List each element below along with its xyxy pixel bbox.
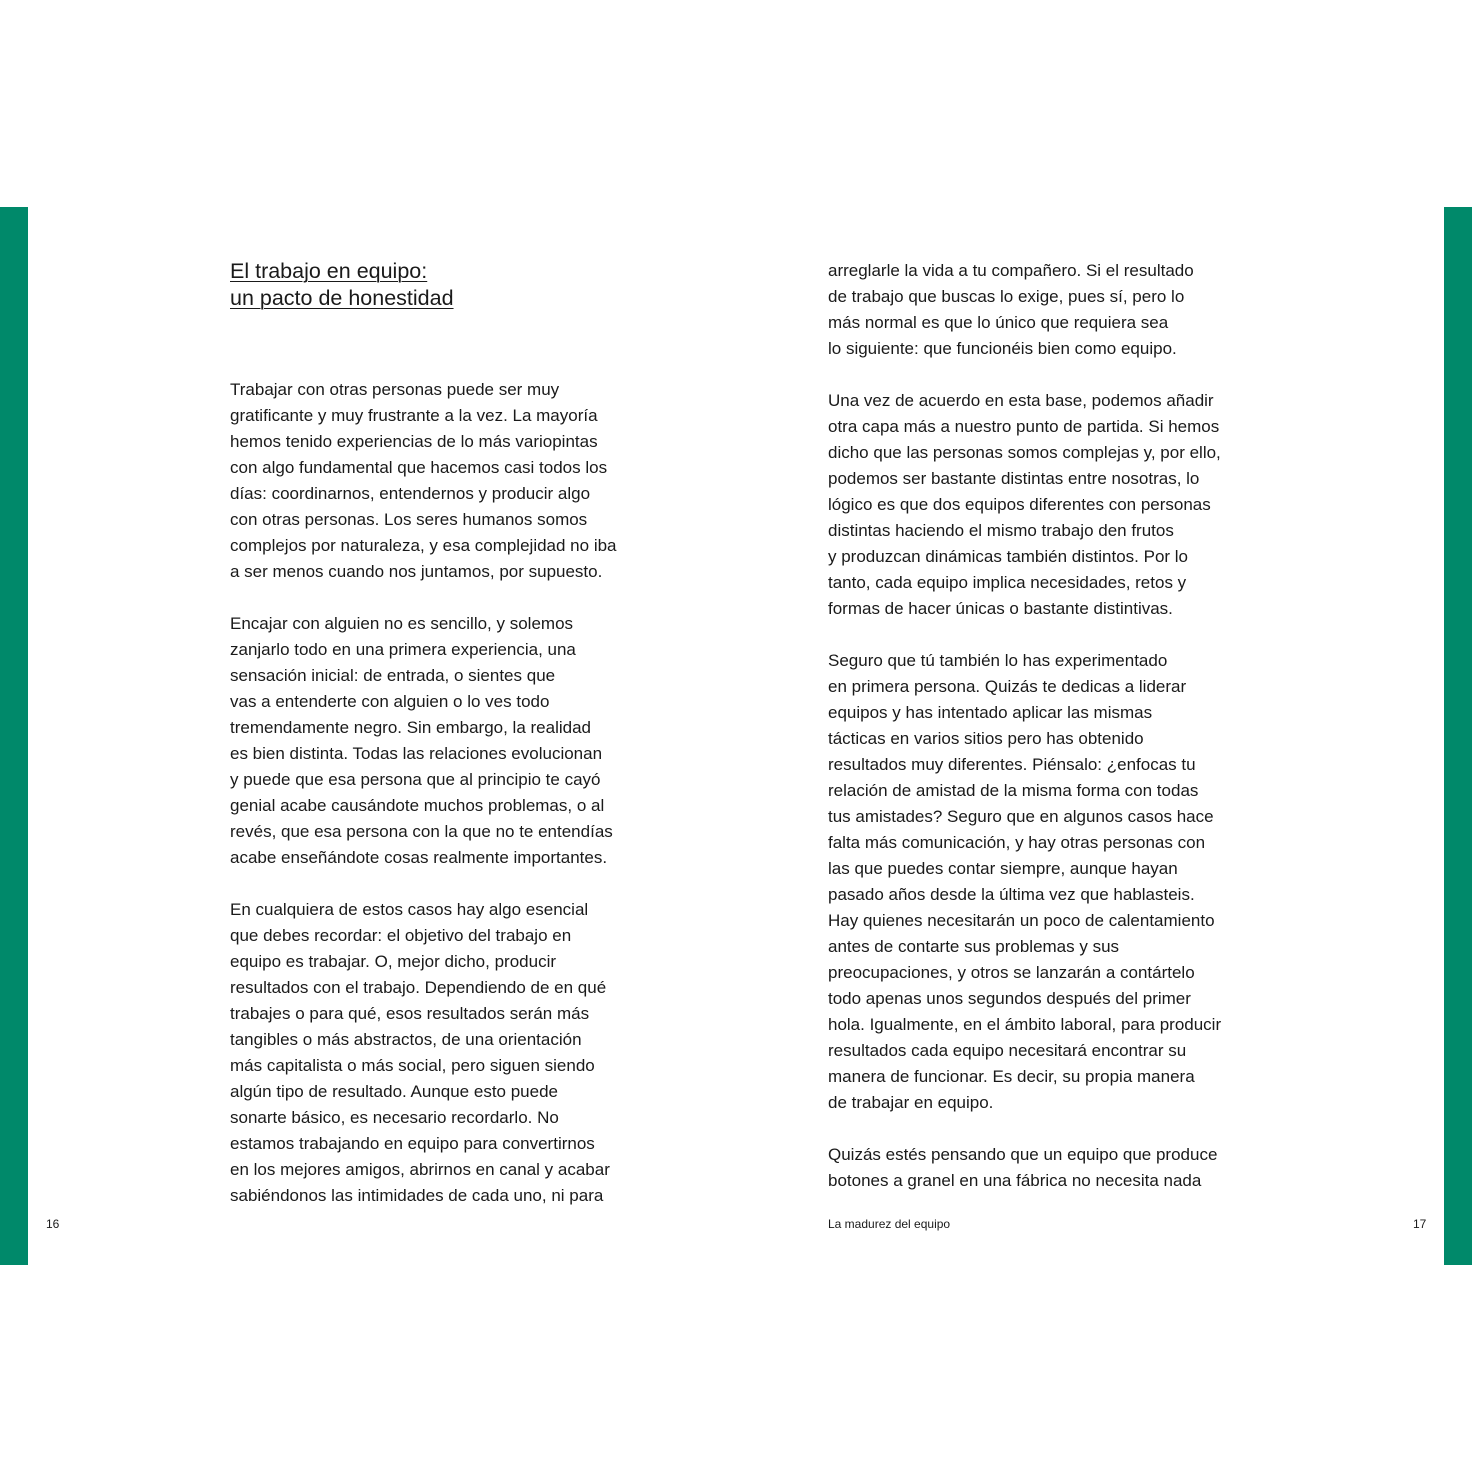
paragraph-line: más capitalista o más social, pero siguen siendo bbox=[230, 1056, 595, 1075]
paragraph bbox=[828, 258, 1258, 362]
paragraph-line: hemos tenido experiencias de lo más variopintas bbox=[230, 432, 598, 451]
paragraph-line: a ser menos cuando nos juntamos, por supuesto. bbox=[230, 562, 603, 581]
paragraph-line: zanjarlo todo en una primera experiencia, una bbox=[230, 640, 576, 659]
paragraph-line: revés, que esa persona con la que no te entendías bbox=[230, 822, 613, 841]
paragraph-line: que debes recordar: el objetivo del trabajo en bbox=[230, 926, 572, 945]
paragraph-line: resultados cada equipo necesitará encontrar su bbox=[828, 1041, 1187, 1060]
paragraph bbox=[230, 611, 660, 871]
paragraph-line: sonarte básico, es necesario recordarlo. No bbox=[230, 1108, 559, 1127]
paragraph-line: tangibles o más abstractos, de una orientación bbox=[230, 1030, 582, 1049]
paragraph-line: Quizás estés pensando que un equipo que produce bbox=[828, 1145, 1218, 1164]
paragraph-line: manera de funcionar. Es decir, su propia manera bbox=[828, 1067, 1195, 1086]
paragraph-line: falta más comunicación, y hay otras personas con bbox=[828, 833, 1206, 852]
paragraph-line: y puede que esa persona que al principio te cayó bbox=[230, 770, 601, 789]
paragraph-line: relación de amistad de la misma forma con todas bbox=[828, 781, 1199, 800]
paragraph-line: días: coordinarnos, entendernos y producir algo bbox=[230, 484, 591, 503]
paragraph-line: acabe enseñándote cosas realmente importantes. bbox=[230, 848, 608, 867]
paragraph-line: equipo es trabajar. O, mejor dicho, producir bbox=[230, 952, 557, 971]
paragraph-line: podemos ser bastante distintas entre nosotras, lo bbox=[828, 469, 1200, 488]
paragraph-line: En cualquiera de estos casos hay algo esencial bbox=[230, 900, 589, 919]
left-page-body bbox=[230, 377, 660, 1209]
paragraph-line: botones a granel en una fábrica no necesita nada bbox=[828, 1171, 1202, 1190]
paragraph-line: Encajar con alguien no es sencillo, y solemos bbox=[230, 614, 574, 633]
paragraph-line: equipos y has intentado aplicar las mismas bbox=[828, 703, 1153, 722]
paragraph-line: de trabajo que buscas lo exige, pues sí, pero lo bbox=[828, 287, 1185, 306]
paragraph-line: Seguro que tú también lo has experimentado bbox=[828, 651, 1168, 670]
paragraph-line: distintas haciendo el mismo trabajo den frutos bbox=[828, 521, 1174, 540]
paragraph-line: hola. Igualmente, en el ámbito laboral, para producir bbox=[828, 1015, 1222, 1034]
paragraph-line: más normal es que lo único que requiera sea bbox=[828, 313, 1169, 332]
paragraph-line: preocupaciones, y otros se lanzarán a contártelo bbox=[828, 963, 1195, 982]
paragraph-line: otra capa más a nuestro punto de partida. Si hemos bbox=[828, 417, 1220, 436]
page-number-right: 17 bbox=[1413, 1217, 1427, 1231]
paragraph-line: Una vez de acuerdo en esta base, podemos añadir bbox=[828, 391, 1214, 410]
paragraph-line: tremendamente negro. Sin embargo, la realidad bbox=[230, 718, 591, 737]
paragraph-line: algún tipo de resultado. Aunque esto puede bbox=[230, 1082, 558, 1101]
paragraph-line: formas de hacer únicas o bastante distintivas. bbox=[828, 599, 1173, 618]
paragraph-line: Hay quienes necesitarán un poco de calentamiento bbox=[828, 911, 1215, 930]
section-title-line-1: El trabajo en equipo: bbox=[230, 259, 428, 283]
paragraph-line: trabajes o para qué, esos resultados serán más bbox=[230, 1004, 590, 1023]
paragraph-line: tácticas en varios sitios pero has obtenido bbox=[828, 729, 1144, 748]
paragraph bbox=[230, 377, 660, 585]
paragraph-line: resultados muy diferentes. Piénsalo: ¿enfocas tu bbox=[828, 755, 1196, 774]
paragraph-line: arreglarle la vida a tu compañero. Si el resultado bbox=[828, 261, 1194, 280]
left-page-column bbox=[230, 258, 660, 1209]
section-title-line-2: un pacto de honestidad bbox=[230, 286, 454, 310]
paragraph bbox=[828, 648, 1258, 1116]
right-page-body bbox=[828, 258, 1258, 1194]
paragraph-line: vas a entenderte con alguien o lo ves todo bbox=[230, 692, 550, 711]
paragraph-line: resultados con el trabajo. Dependiendo de en qué bbox=[230, 978, 607, 997]
left-green-edge-bar bbox=[0, 207, 28, 1265]
paragraph-line: antes de contarte sus problemas y sus bbox=[828, 937, 1120, 956]
paragraph-line: con otras personas. Los seres humanos somos bbox=[230, 510, 588, 529]
paragraph-line: dicho que las personas somos complejas y, por ello, bbox=[828, 443, 1221, 462]
paragraph-line: y produzcan dinámicas también distintos. Por lo bbox=[828, 547, 1189, 566]
paragraph bbox=[230, 897, 660, 1209]
paragraph-line: es bien distinta. Todas las relaciones evolucionan bbox=[230, 744, 603, 763]
page-number-left: 16 bbox=[46, 1217, 60, 1231]
paragraph-line: genial acabe causándote muchos problemas, o al bbox=[230, 796, 605, 815]
paragraph-line: complejos por naturaleza, y esa complejidad no iba bbox=[230, 536, 617, 555]
paragraph-line: estamos trabajando en equipo para convertirnos bbox=[230, 1134, 595, 1153]
paragraph-line: de trabajar en equipo. bbox=[828, 1093, 994, 1112]
paragraph-line: tus amistades? Seguro que en algunos casos hace bbox=[828, 807, 1214, 826]
paragraph-line: en primera persona. Quizás te dedicas a liderar bbox=[828, 677, 1187, 696]
right-page-column bbox=[828, 258, 1258, 1194]
paragraph-line: sensación inicial: de entrada, o sientes que bbox=[230, 666, 556, 685]
paragraph-line: tanto, cada equipo implica necesidades, retos y bbox=[828, 573, 1187, 592]
paragraph-line: lo siguiente: que funcionéis bien como equipo. bbox=[828, 339, 1177, 358]
paragraph-line: gratificante y muy frustrante a la vez. La mayoría bbox=[230, 406, 598, 425]
paragraph-line: Trabajar con otras personas puede ser muy bbox=[230, 380, 560, 399]
paragraph-line: todo apenas unos segundos después del primer bbox=[828, 989, 1191, 1008]
section-title bbox=[230, 258, 660, 312]
paragraph-line: con algo fundamental que hacemos casi todos los bbox=[230, 458, 608, 477]
paragraph-line: pasado años desde la última vez que hablasteis. bbox=[828, 885, 1195, 904]
right-green-edge-bar bbox=[1444, 207, 1472, 1265]
paragraph-line: lógico es que dos equipos diferentes con personas bbox=[828, 495, 1211, 514]
running-footer: La madurez del equipo bbox=[828, 1217, 951, 1231]
paragraph bbox=[828, 1142, 1258, 1194]
paragraph-line: sabiéndonos las intimidades de cada uno, ni para bbox=[230, 1186, 604, 1205]
paragraph bbox=[828, 388, 1258, 622]
paragraph-line: en los mejores amigos, abrirnos en canal y acabar bbox=[230, 1160, 610, 1179]
paragraph-line: las que puedes contar siempre, aunque hayan bbox=[828, 859, 1178, 878]
